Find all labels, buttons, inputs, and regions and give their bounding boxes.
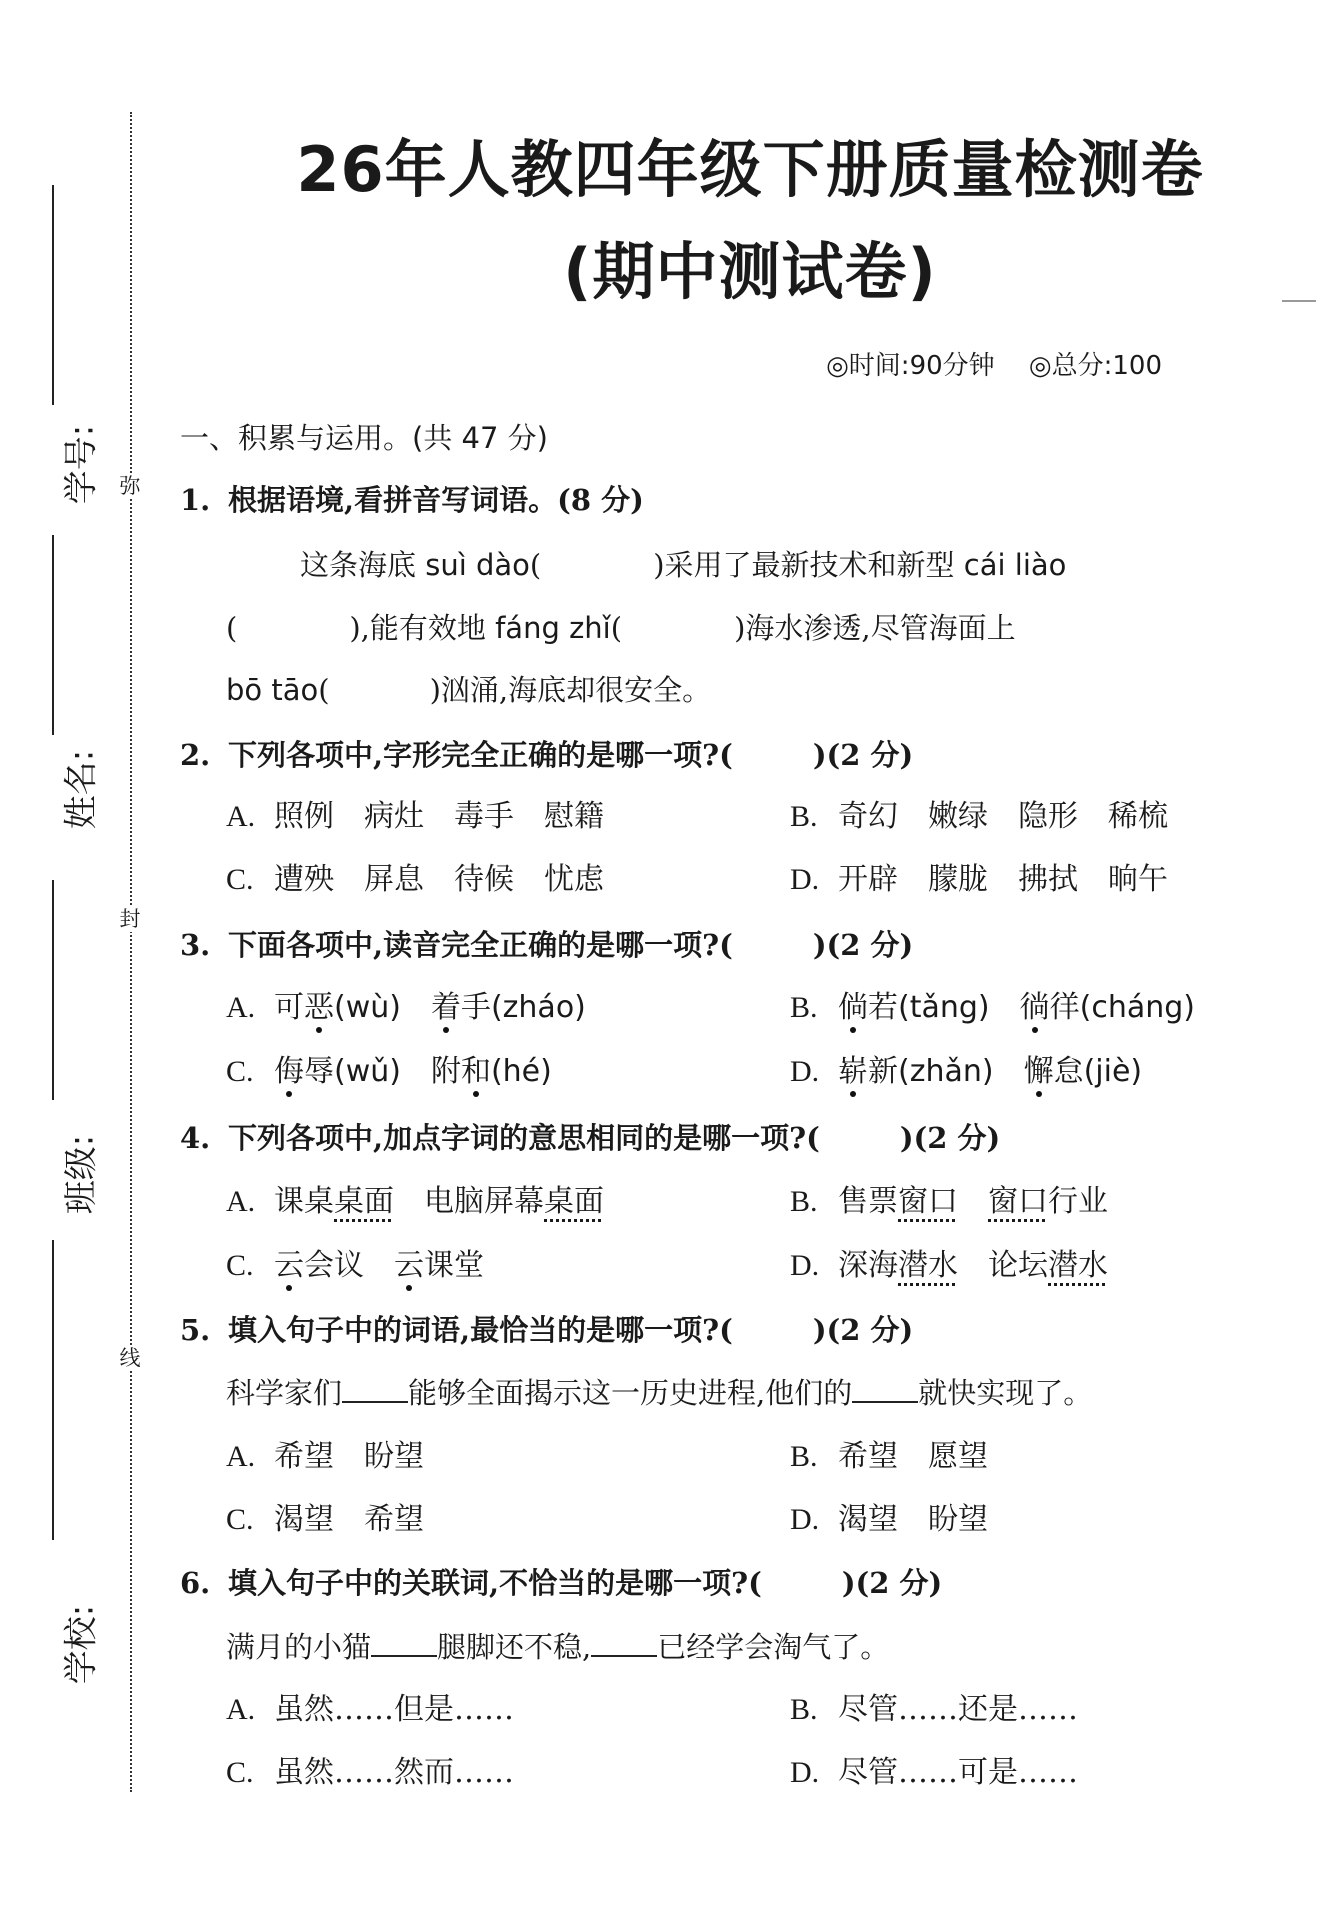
option-letter: B. [790,991,818,1024]
fill-blank[interactable] [591,1627,657,1657]
option-letter: D. [790,1503,820,1536]
option-word: 会议 [304,1248,364,1283]
option-char: 怠 [1053,1054,1084,1089]
passage-text: ,能有效地 [360,611,496,645]
name-label: 姓名: [61,749,102,830]
dotted-char: 云 [394,1248,424,1283]
option-text: 虽然……然而…… [274,1755,514,1790]
option-char: 手 [460,990,491,1025]
option-word: 稀梳 [1108,799,1168,834]
question-score: )(2 分) [841,1566,943,1600]
option-letter: A. [226,1440,256,1473]
dotted-char: 倘 [838,990,868,1025]
option-char: 若 [868,990,898,1025]
page-title: 26年人教四年级下册质量检测卷 [296,133,1204,206]
question-6-option-c[interactable] [226,1753,514,1793]
question-6-option-b[interactable] [790,1690,1078,1730]
option-letter: A. [226,1693,256,1726]
option-letter: C. [226,1055,254,1088]
question-1-line-1: 这条海底 suì dào( )采用了最新技术和新型 cái liào [300,548,1067,582]
option-word: 渴望 [274,1502,334,1537]
question-text: 填入句子中的关联词,不恰当的是哪一项?( [228,1566,762,1600]
dotted-word: 潜水 [898,1248,958,1283]
exam-time: ◎时间:90分钟 [826,351,995,381]
pinyin: (cháng) [1079,990,1195,1025]
option-word: 遭殃 [274,862,334,897]
dotted-char: 崭 [838,1054,868,1089]
option-word: 慰籍 [544,799,604,834]
option-word: 朦胧 [928,862,988,897]
option-word: 行业 [1048,1184,1108,1219]
question-2-option-a[interactable] [226,797,634,837]
question-3-option-d[interactable] [790,1052,1142,1092]
question-1-line-3: bō tāo( )汹涌,海底却很安全。 [226,673,712,707]
question-1-line-2: ( ),能有效地 fáng zhǐ( )海水渗透,尽管海面上 [226,611,1016,645]
dotted-word: 窗口 [898,1184,958,1219]
option-word: 售票 [838,1184,898,1219]
option-word: 奇幻 [838,799,898,834]
question-score: )(2 分) [812,928,914,962]
exam-meta [826,345,1162,382]
pinyin: (zháo) [490,990,586,1025]
sentence-text: 能够全面揭示这一历史进程,他们的 [408,1376,853,1410]
question-4-option-a[interactable] [226,1182,604,1222]
question-score: )(2 分) [899,1121,1001,1155]
question-score: )(2 分) [812,1313,914,1347]
school-field [38,1600,118,1685]
option-word: 晌午 [1108,862,1168,897]
dotted-word: 桌面 [544,1184,604,1219]
pinyin: bō tāo [226,673,319,707]
option-letter: D. [790,1249,820,1282]
fill-blank[interactable] [342,1373,408,1403]
pinyin: fáng zhǐ [495,611,611,645]
question-5-option-c[interactable] [226,1500,424,1540]
question-5-prompt [180,1310,913,1350]
question-4-option-c[interactable] [226,1246,484,1286]
question-text: 下列各项中,加点字词的意思相同的是哪一项?( [228,1121,820,1155]
option-word: 毒手 [454,799,514,834]
exam-total: ◎总分:100 [1028,351,1162,381]
option-word: 电脑屏幕 [424,1184,544,1219]
option-text: 尽管……还是…… [838,1692,1078,1727]
dotted-word: 桌面 [334,1184,394,1219]
option-letter: B. [790,1440,818,1473]
option-word: 愿望 [928,1439,988,1474]
option-word: 渴望 [838,1502,898,1537]
dotted-word: 潜水 [1048,1248,1108,1283]
option-word: 照例 [274,799,334,834]
section-heading: 一、积累与运用。(共 47 分) [180,421,548,455]
option-word: 课桌 [274,1184,334,1219]
option-letter: B. [790,800,818,833]
option-word: 忧虑 [544,862,604,897]
sentence-text: 腿脚还不稳, [437,1630,592,1664]
name-field [38,745,118,830]
option-word: 开辟 [838,862,898,897]
pinyin: suì dào [425,548,530,582]
option-letter: D. [790,1756,820,1789]
pinyin: (zhǎn) [898,1054,994,1089]
option-word: 盼望 [928,1502,988,1537]
option-char: 徉 [1049,990,1080,1025]
option-word: 深海 [838,1248,898,1283]
option-word: 论坛 [988,1248,1048,1283]
option-letter: B. [790,1185,818,1218]
option-char: 可 [274,990,304,1025]
option-letter: A. [226,991,256,1024]
page-subtitle: (期中测试卷) [563,235,937,308]
sentence-text: 满月的小猫 [226,1630,372,1664]
sentence-text: 科学家们 [226,1376,343,1410]
pinyin: (wù) [334,990,401,1025]
dotted-char: 徜 [1019,990,1050,1025]
option-letter: D. [790,1055,820,1088]
pinyin: (wǔ) [334,1054,401,1089]
question-number: 2. [180,738,211,772]
option-letter: A. [226,800,256,833]
option-word: 待候 [454,862,514,897]
option-word: 课堂 [424,1248,484,1283]
question-6-option-a[interactable] [226,1690,514,1730]
dotted-char: 侮 [274,1054,304,1089]
option-text: 虽然……但是…… [274,1692,514,1727]
option-word: 希望 [838,1439,898,1474]
student-id-label: 学号: [61,424,102,505]
fill-blank[interactable] [852,1373,918,1403]
question-number: 1. [180,483,211,517]
dotted-char: 和 [460,1054,491,1089]
option-letter: C. [226,863,254,896]
question-3-prompt [180,925,913,965]
question-2-option-d[interactable] [790,860,1198,900]
question-6-prompt [180,1563,942,1603]
option-word: 盼望 [364,1439,424,1474]
fill-blank[interactable] [371,1627,437,1657]
question-6-option-d[interactable] [790,1753,1078,1793]
question-5-option-d[interactable] [790,1500,988,1540]
dotted-char: 懈 [1023,1054,1054,1089]
question-3-option-b[interactable] [790,988,1195,1028]
option-word: 病灶 [364,799,424,834]
question-number: 4. [180,1121,211,1155]
sentence-text: 就快实现了。 [918,1376,1093,1410]
option-letter: C. [226,1503,254,1536]
question-1-prompt [180,480,644,520]
name-line [52,535,54,735]
option-letter: A. [226,1185,256,1218]
student-id-line [52,185,54,405]
question-4-option-d[interactable] [790,1246,1108,1286]
passage-text: 这条海底 [300,548,426,582]
option-letter: D. [790,863,820,896]
option-word: 屏息 [364,862,424,897]
question-2-option-c[interactable] [226,860,634,900]
seal-char-feng: 封 [117,906,143,932]
option-letter: C. [226,1756,254,1789]
pinyin: (hé) [490,1054,552,1089]
student-id-field [38,420,118,505]
dotted-word: 窗口 [988,1184,1048,1219]
question-2-option-b[interactable] [790,797,1198,837]
question-4-option-b[interactable] [790,1182,1108,1222]
dotted-char: 恶 [304,990,334,1025]
passage-text: )采用了最新技术和新型 [653,548,964,582]
pinyin: (tǎng) [898,990,990,1025]
option-letter: B. [790,1693,818,1726]
sentence-text: 已经学会淘气了。 [657,1630,890,1664]
question-number: 6. [180,1566,211,1600]
option-text: 尽管……可是…… [838,1755,1078,1790]
seal-cut-line [130,112,132,1792]
option-word: 希望 [364,1502,424,1537]
question-score: )(2 分) [812,738,914,772]
question-5-sentence [226,1373,1092,1413]
pinyin: cái liào [963,548,1067,582]
option-word: 希望 [274,1439,334,1474]
binding-strip [0,0,150,1910]
question-number: 5. [180,1313,211,1347]
question-3-option-a[interactable] [226,988,586,1028]
question-6-sentence [226,1627,889,1667]
class-line [52,880,54,1100]
option-char: 新 [868,1054,898,1089]
question-text: 根据语境,看拼音写词语。(8 分) [228,483,644,517]
passage-text: )汹涌,海底却很安全。 [429,673,712,707]
question-5-option-a[interactable] [226,1437,424,1477]
class-label: 班级: [61,1134,102,1215]
dotted-char: 着 [430,990,461,1025]
school-line [52,1240,54,1540]
option-word: 拂拭 [1018,862,1078,897]
option-char: 辱 [304,1054,334,1089]
question-2-prompt [180,735,913,775]
option-char: 附 [430,1054,461,1089]
seal-char-mi: 弥 [117,473,143,499]
dotted-char: 云 [274,1248,304,1283]
option-word: 隐形 [1018,799,1078,834]
option-word: 嫩绿 [928,799,988,834]
passage-text: )海水渗透,尽管海面上 [734,611,1016,645]
question-text: 下面各项中,读音完全正确的是哪一项?( [228,928,733,962]
class-field [38,1130,118,1215]
question-4-prompt [180,1118,1000,1158]
question-5-option-b[interactable] [790,1437,988,1477]
question-3-option-c[interactable] [226,1052,552,1092]
seal-char-xian: 线 [117,1345,143,1371]
question-text: 填入句子中的词语,最恰当的是哪一项?( [228,1313,733,1347]
school-label: 学校: [61,1604,102,1685]
question-number: 3. [180,928,211,962]
option-letter: C. [226,1249,254,1282]
pinyin: (jiè) [1083,1054,1143,1089]
question-text: 下列各项中,字形完全正确的是哪一项?( [228,738,733,772]
